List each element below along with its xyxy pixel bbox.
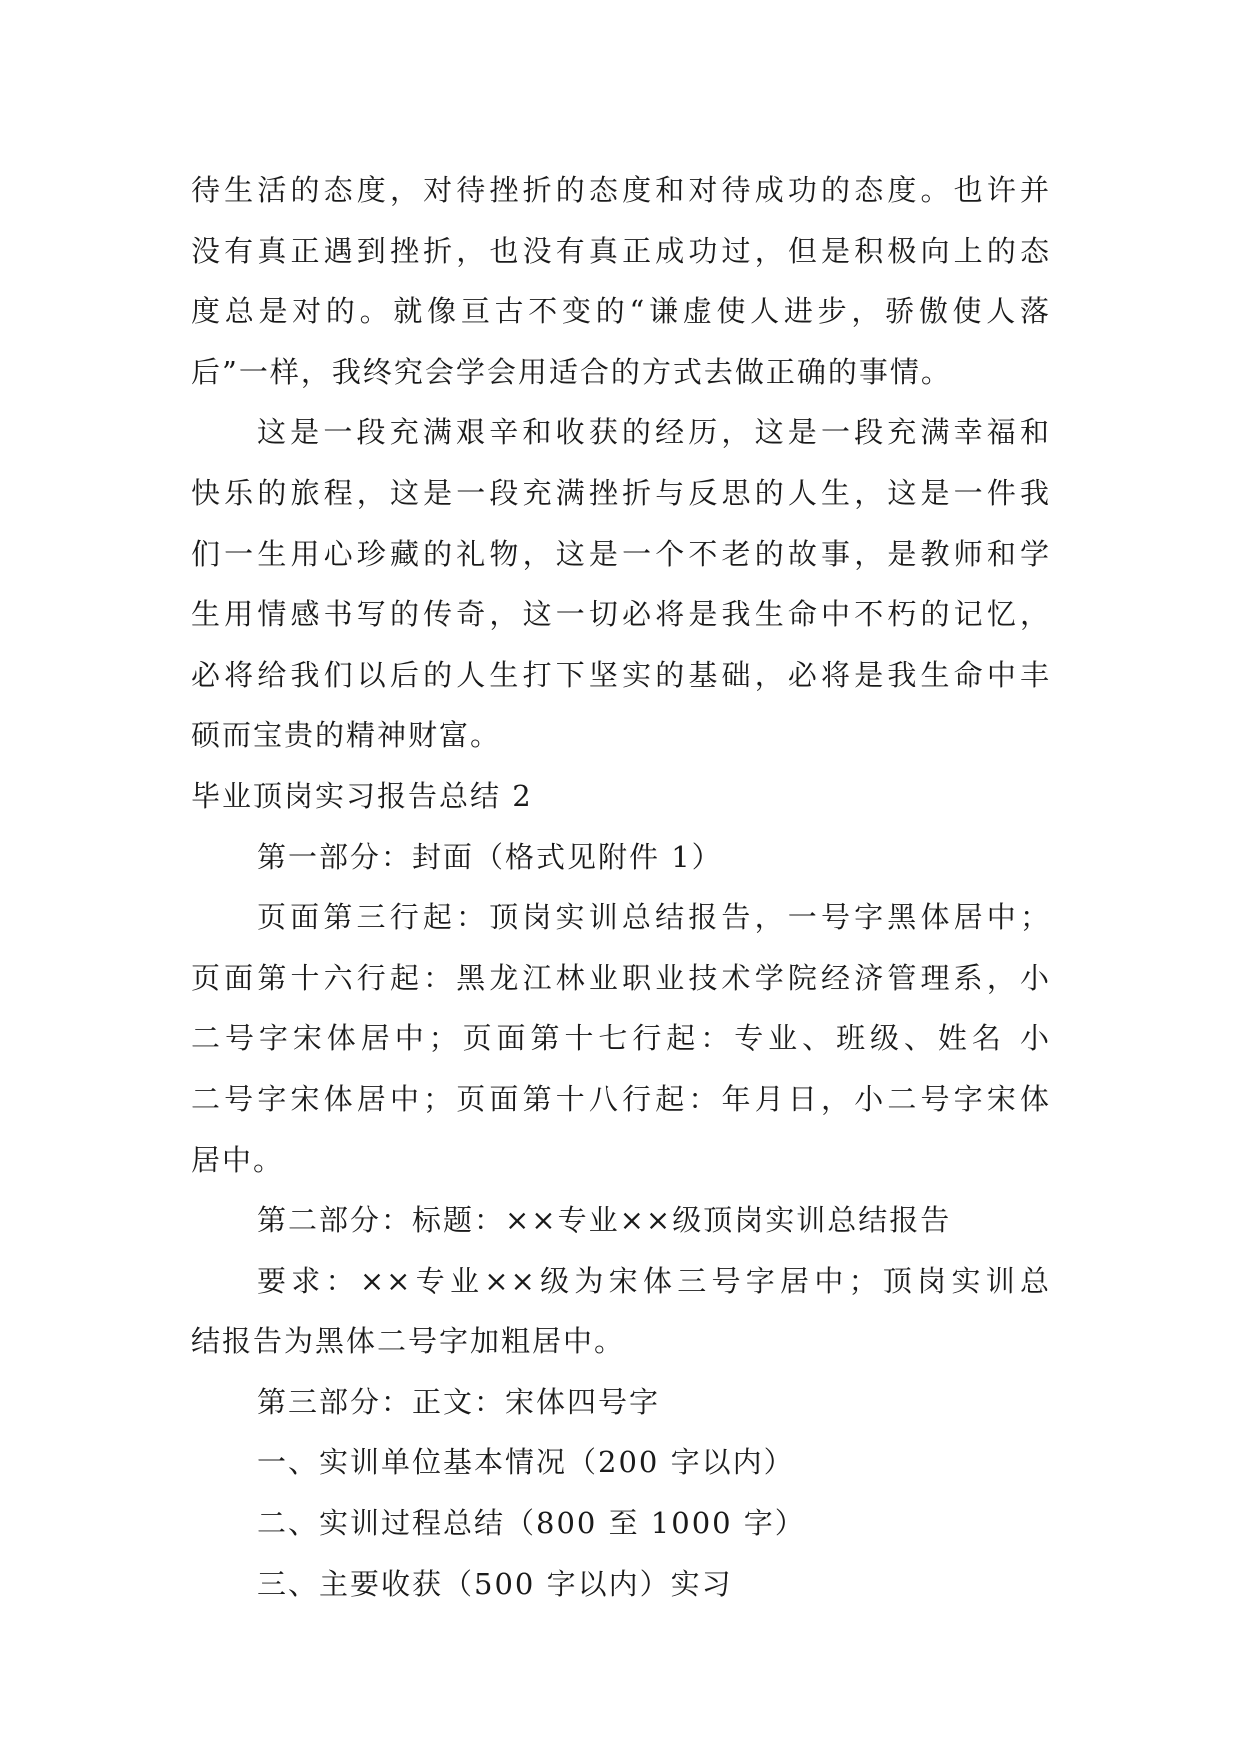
- document-body: [191, 160, 1051, 1614]
- text-line: 度总是对的。就像亘古不变的“谦虚使人进步，骄傲使人落: [191, 294, 1051, 329]
- text-line: 待生活的态度，对待挫折的态度和对待成功的态度。也许并: [191, 173, 1051, 207]
- text-line: 快乐的旅程，这是一段充满挫折与反思的人生，这是一件我: [191, 475, 1051, 510]
- text-line: 生用情感书写的传奇，这一切必将是我生命中不朽的记忆，: [191, 597, 1051, 632]
- text-line: 第一部分：封面（格式见附件 1）: [257, 839, 723, 874]
- text-line: 结报告为黑体二号字加粗居中。: [191, 1324, 626, 1359]
- text-line: 三、主要收获（500 字以内）实习: [257, 1566, 733, 1601]
- text-line: 居中。: [191, 1142, 285, 1177]
- text-line: 二、实训过程总结（800 至 1000 字）: [257, 1506, 806, 1541]
- text-line: 必将给我们以后的人生打下坚实的基础，必将是我生命中丰: [191, 657, 1051, 692]
- text-line: 要求：××专业××级为宋体三号字居中；顶岗实训总: [257, 1263, 1051, 1298]
- text-line: 们一生用心珍藏的礼物，这是一个不老的故事，是教师和学: [191, 536, 1051, 571]
- text-line: 第二部分：标题：××专业××级顶岗实训总结报告: [257, 1203, 952, 1238]
- text-line: 二号字宋体居中；页面第十八行起：年月日，小二号字宋体: [191, 1081, 1051, 1116]
- text-line: 后”一样，我终究会学会用适合的方式去做正确的事情。: [191, 354, 952, 389]
- text-line: 页面第三行起：顶岗实训总结报告，一号字黑体居中；: [257, 900, 1051, 935]
- text-line: 页面第十六行起：黑龙江林业职业技术学院经济管理系，小: [191, 960, 1051, 995]
- text-line: 一、实训单位基本情况（200 字以内）: [257, 1445, 795, 1480]
- text-line: 这是一段充满艰辛和收获的经历，这是一段充满幸福和: [257, 415, 1051, 450]
- text-line: 没有真正遇到挫折，也没有真正成功过，但是积极向上的态: [191, 233, 1051, 268]
- text-line: 硕而宝贵的精神财富。: [191, 718, 502, 753]
- text-line: 第三部分：正文：宋体四号字: [257, 1384, 661, 1419]
- text-line: 二号字宋体居中；页面第十七行起：专业、班级、姓名 小: [191, 1021, 1051, 1056]
- section-heading: 毕业顶岗实习报告总结 2: [191, 778, 533, 813]
